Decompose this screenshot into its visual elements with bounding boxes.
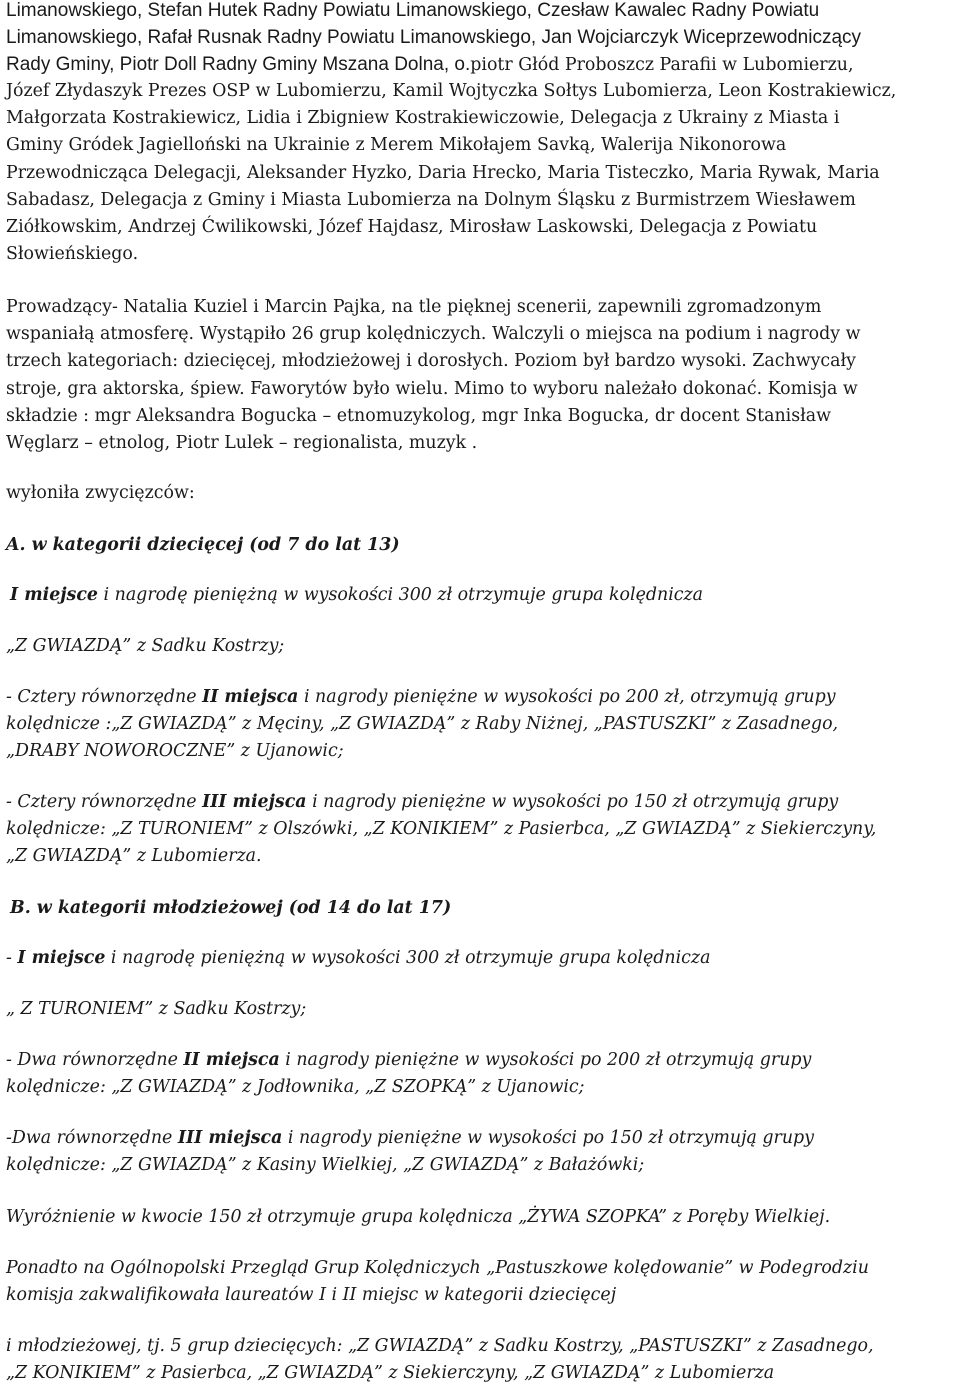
place-text: i nagrody pieniężne w wysokości po 200 zł, otrzymują grupy [298,687,836,707]
summary-line: trzech kategoriach: dziecięcej, młodzieżowej i dorosłych. Poziom był bardzo wysoki. Zachwycały [6,351,856,372]
intro-line: Słowieńskiego. [6,244,139,265]
category-a-third-place [6,789,954,871]
category-b-third-place [6,1125,954,1179]
category-a-heading: A. w kategorii dziecięcej (od 7 do lat 13) [6,535,400,555]
intro-line: Limanowskiego, Stefan Hutek Radny Powiatu Limanowskiego, Czesław Kawalec Radny Powiatu [6,0,820,21]
place-line: „DRABY NOWOROCZNE” z Ujanowic; [6,741,344,762]
summary-line: Prowadzący- Natalia Kuziel i Marcin Pajka, na tle pięknej scenerii, zapewnili zgromadzonym [6,297,822,317]
place-label: II miejsca [202,687,299,707]
intro-line: Sabadasz, Delegacja z Gminy i Miasta Lubomierza na Dolnym Śląsku z Burmistrzem Wiesławem [6,189,856,210]
place-line [6,1047,954,1074]
summary-paragraph [6,294,954,457]
intro-text: Rady Gminy, Piotr Doll Radny Gminy Mszana Dolna, o. [6,54,471,75]
intro-paragraph-cont [6,78,954,268]
place-label: II miejsca [183,1050,280,1070]
category-a-second-place [6,684,954,766]
place-text: i nagrody pieniężne w wysokości po 150 zł otrzymują grupy [282,1128,814,1148]
intro-line: Ziółkowskim, Andrzej Ćwilikowski, Józef Hajdasz, Mirosław Laskowski, Delegacja z Powiatu [6,217,818,238]
place-text: - [6,948,18,968]
intro-line: Józef Złydaszyk Prezes OSP w Lubomierzu, Kamil Wojtyczka Sołtys Lubomierza, Leon Kostrakiewicz, [6,81,897,101]
intro-line: Małgorzata Kostrakiewicz, Lidia i Zbigniew Kostrakiewiczowie, Delegacja z Ukrainy z Miasta i [6,108,840,129]
category-b-distinction: Wyróżnienie w kwocie 150 zł otrzymuje grupa kolędnicza „ŻYWA SZOPKA” z Poręby Wielkiej. [6,1207,831,1227]
place-line [6,684,954,711]
summary-line: stroje, gra aktorska, śpiew. Faworytów było wielu. Mimo to wyboru należało dokonać. Komisja w [6,378,858,399]
place-line: kolędnicze: „Z TURONIEM” z Olszówki, „Z KONIKIEM” z Pasierbca, „Z GWIAZDĄ” z Siekierczyny, [6,819,877,840]
place-text: i nagrody pieniężne w wysokości po 150 zł otrzymują grupy [306,792,839,812]
qualification-line: Ponadto na Ogólnopolski Przegląd Grup Kolędniczych „Pastuszkowe kolędowanie” w Podegrodziu [6,1258,869,1278]
qualification-line: „Z KONIKIEM” z Pasierbca, „Z GWIAZDĄ” z Siekierczyny, „Z GWIAZDĄ” z Lubomierza [6,1363,775,1384]
place-text: i nagrody pieniężne w wysokości po 200 zł otrzymują grupy [279,1050,812,1070]
category-b-first-place [6,945,954,972]
place-line: kolędnicze: „Z GWIAZDĄ” z Jodłownika, „Z SZOPKĄ” z Ujanowic; [6,1077,585,1098]
intro-line: Limanowskiego, Rafał Rusnak Radny Powiatu Limanowskiego, Jan Wojciarczyk Wiceprzewodniczący [6,27,862,48]
place-line [6,789,954,816]
winners-intro: wyłoniła zwycięzców: [6,483,195,503]
place-line [6,1125,954,1152]
intro-text: piotr Głód Proboszcz Parafii w Lubomierzu, [470,55,854,75]
qualification-line: i młodzieżowej, tj. 5 grup dziecięcych: „Z GWIAZDĄ” z Sadku Kostrzy, „PASTUSZKI” z Zasadnego, [6,1336,874,1356]
place-text: - Cztery równorzędne [6,687,203,707]
place-label: III miejsca [202,792,307,812]
place-text: - Cztery równorzędne [6,792,203,812]
place-label: I miejsce [10,585,98,605]
qualification-paragraph [6,1255,954,1309]
place-label: I miejsce [17,948,106,968]
qualification-paragraph-cont [6,1333,954,1387]
summary-line: Węglarz – etnolog, Piotr Lulek – regionalista, muzyk . [6,433,478,454]
place-line: kolędnicze :„Z GWIAZDĄ” z Męciny, „Z GWIAZDĄ” z Raby Niżnej, „PASTUSZKI” z Zasadnego, [6,714,839,735]
category-a-first-group: „Z GWIAZDĄ” z Sadku Kostrzy; [6,636,285,656]
place-label: III miejsca [177,1128,283,1148]
place-text: i nagrodę pieniężną w wysokości 300 zł otrzymuje grupa kolędnicza [105,948,711,968]
place-line: kolędnicze: „Z GWIAZDĄ” z Kasiny Wielkiej, „Z GWIAZDĄ” z Bałażówki; [6,1155,645,1176]
place-text: i nagrodę pieniężną w wysokości 300 zł otrzymuje grupa kolędnicza [98,585,704,605]
summary-line: składzie : mgr Aleksandra Bogucka – etnomuzykolog, mgr Inka Bogucka, dr docent Stanisław [6,405,832,426]
category-a-first-place [6,582,958,609]
category-b-heading: B. w kategorii młodzieżowej (od 14 do lat 17) [10,898,452,918]
category-b-first-group: „ Z TURONIEM” z Sadku Kostrzy; [6,999,307,1019]
place-text: - Dwa równorzędne [6,1050,184,1070]
intro-line [6,51,954,79]
category-b-second-place [6,1047,954,1101]
intro-paragraph [6,0,954,79]
qualification-line: komisja zakwalifikowała laureatów I i II miejsc w kategorii dziecięcej [6,1285,617,1306]
intro-line: Gminy Gródek Jagielloński na Ukrainie z Merem Mikołajem Savką, Walerija Nikonorowa [6,135,787,156]
summary-line: wspaniałą atmosferę. Wystąpiło 26 grup kolędniczych. Walczyli o miejsca na podium i nagrody w [6,324,861,345]
intro-line: Przewodnicząca Delegacji, Aleksander Hyzko, Daria Hrecko, Maria Tisteczko, Maria Rywak, Maria [6,162,880,183]
place-line: „Z GWIAZDĄ” z Lubomierza. [6,846,262,867]
place-text: -Dwa równorzędne [6,1128,178,1148]
